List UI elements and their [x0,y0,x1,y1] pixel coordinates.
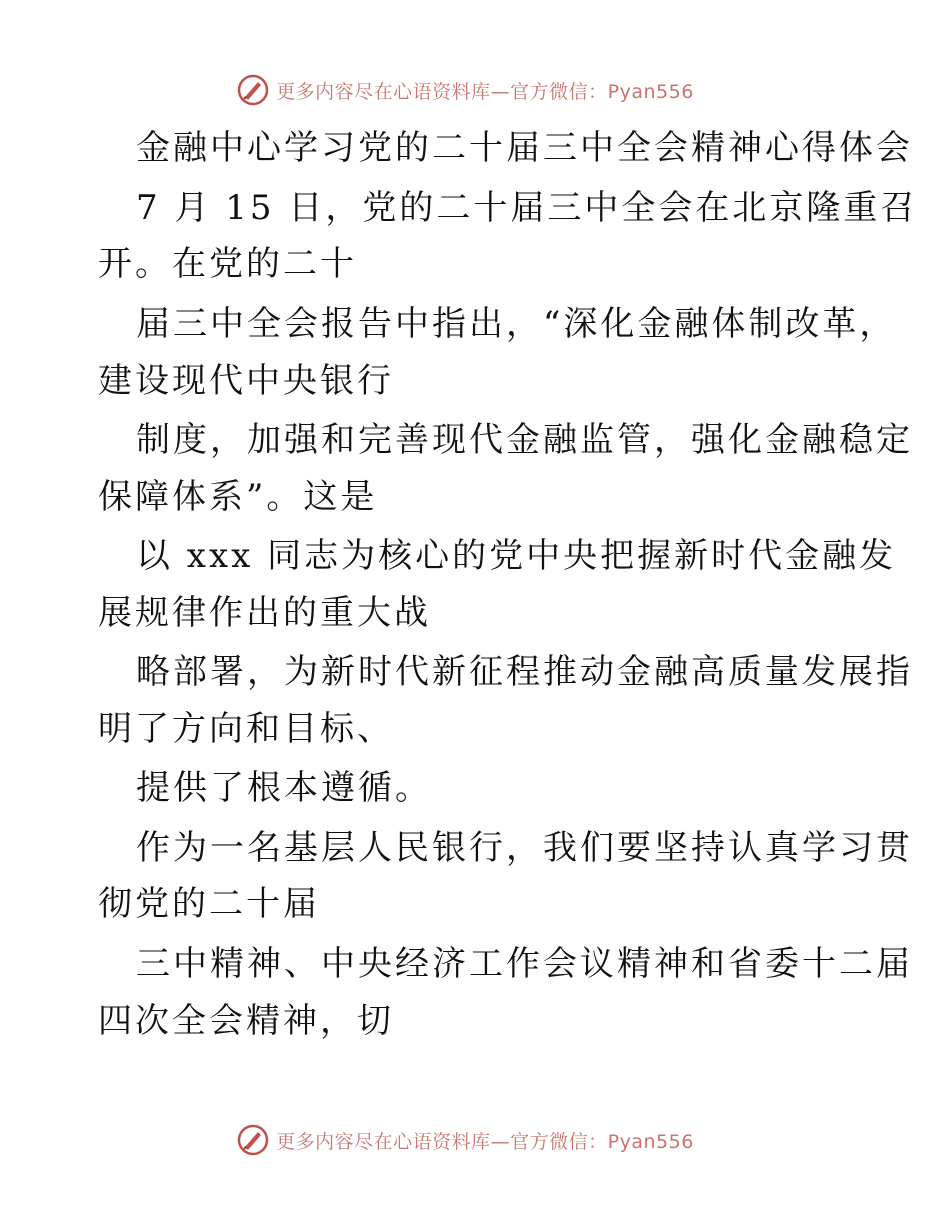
paragraph-line: 作为一名基层人民银行，我们要坚持认真学习贯 [136,828,913,868]
paragraph-line: 彻党的二十届 [98,884,320,924]
paragraph-line: 展规律作出的重大战 [98,593,431,633]
paragraph-line: 提供了根本遵循。 [136,768,432,808]
paragraph-line: 制度，加强和完善现代金融监管，强化金融稳定 [136,420,913,460]
paragraph-line: 以 xxx 同志为核心的党中央把握新时代金融发 [136,536,897,576]
paragraph-line: 7 月 15 日，党的二十届三中全会在北京隆重召 [136,188,918,228]
header-watermark-banner [0,70,950,110]
paragraph-line: 保障体系”。这是 [98,477,378,517]
paragraph-line: 开。在党的二十 [98,244,357,284]
paragraph-line: 略部署，为新时代新征程推动金融高质量发展指 [136,652,913,692]
paragraph-line: 四次全会精神，切 [98,1001,394,1041]
watermark-text: 更多内容尽在心语资料库—官方微信：Pyan556 [276,1130,694,1153]
watermark-text: 更多内容尽在心语资料库—官方微信：Pyan556 [276,80,694,103]
quill-pen-logo-icon [236,1123,270,1157]
paragraph-line: 三中精神、中央经济工作会议精神和省委十二届 [136,944,913,984]
document-title: 金融中心学习党的二十届三中全会精神心得体会 [136,128,913,168]
paragraph-line: 明了方向和目标、 [98,709,394,749]
paragraph-line: 届三中全会报告中指出，“深化金融体制改革， [136,304,897,344]
paragraph-line: 建设现代中央银行 [98,361,394,401]
footer-watermark-banner [0,1120,950,1160]
quill-pen-logo-icon [236,73,270,107]
